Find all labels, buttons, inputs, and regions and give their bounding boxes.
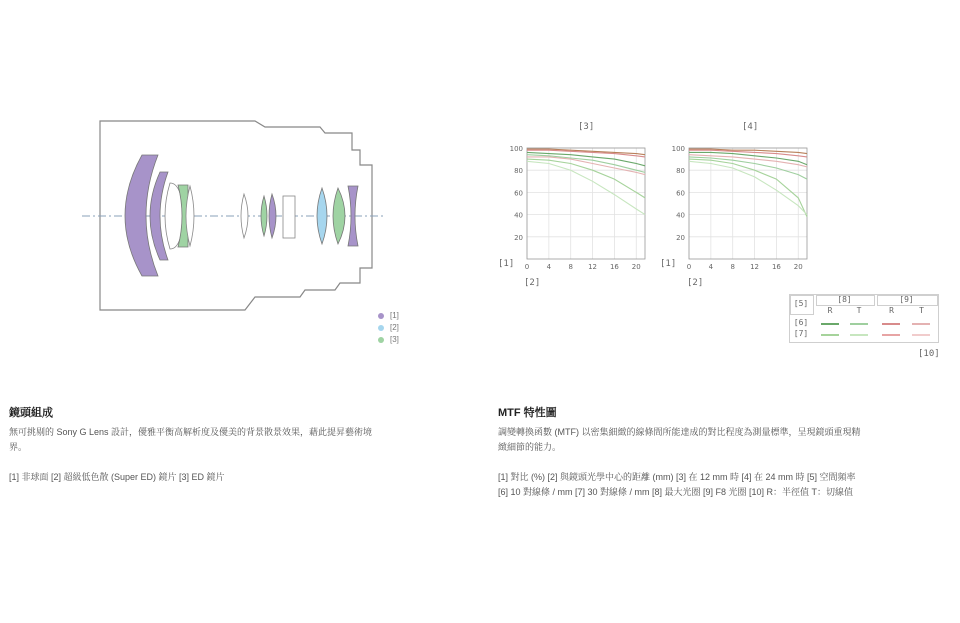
- y-tick-label: 40: [514, 211, 523, 220]
- y-tick-label: 60: [514, 189, 523, 198]
- y-tick-label: 20: [514, 233, 523, 242]
- series-line: [689, 159, 807, 217]
- radial-label: R: [827, 306, 833, 315]
- x-tick-label: 16: [771, 263, 781, 271]
- legend-aspherical: [378, 311, 399, 320]
- lens-section-title: 鏡頭組成: [9, 407, 53, 419]
- chart-1-x-label: [2]: [524, 278, 541, 288]
- y-tick-label: 100: [671, 145, 685, 153]
- legend-super-ed: [378, 323, 399, 332]
- x-tick-label: 4: [546, 263, 552, 271]
- legend-note: [10]: [918, 349, 940, 359]
- x-tick-label: 8: [568, 263, 573, 271]
- x-tick-label: 20: [793, 263, 803, 271]
- x-tick-label: 0: [524, 263, 530, 271]
- y-tick-label: 60: [676, 189, 685, 198]
- legend-line-30-f8-t: [912, 334, 930, 336]
- x-tick-label: 8: [730, 263, 735, 271]
- mtf-legend-line-2: [6] 10 對線條 / mm [7] 30 對線條 / mm [8] 最大光圈 [9] F8 光圈 [10] R：半徑值 T：切線值: [498, 487, 854, 497]
- mtf-description-line-1: 調變轉換函數 (MTF) 以密集細緻的線條間所能達成的對比程度為測量標準，呈現鏡頭重現精: [498, 427, 861, 437]
- legend-label: [3]: [390, 335, 399, 344]
- chart-1-title: [3]: [578, 122, 595, 132]
- legend-ed: [378, 335, 399, 344]
- tangential-label-f8: T: [919, 306, 924, 315]
- legend-label: [2]: [390, 323, 399, 332]
- lens-legend-text: [1] 非球面 [2] 超級低色散 (Super ED) 鏡片 [3] ED 鏡片: [9, 472, 225, 482]
- aspherical-dot-icon: [378, 313, 384, 319]
- mtf-legend-line-1: [1] 對比 (%) [2] 與鏡頭光學中心的距離 (mm) [3] 在 12 mm 時 [4] 在 24 mm 時 [5] 空間頻率: [498, 472, 856, 482]
- f8-aperture-label: [9]: [899, 295, 914, 304]
- mtf-chart-12mm: [500, 138, 655, 273]
- x-tick-label: 12: [588, 263, 598, 271]
- legend-line-30-max-t: [850, 334, 868, 336]
- x-tick-label: 16: [609, 263, 619, 271]
- x-tick-label: 12: [750, 263, 760, 271]
- plot-frame: [689, 148, 807, 259]
- legend-line-10-max-t: [850, 323, 868, 325]
- lens-diagram: [0, 0, 400, 320]
- legend-line-30-f8-r: [882, 334, 900, 336]
- series-line: [689, 155, 807, 167]
- mtf-chart-24mm: [662, 138, 817, 273]
- y-tick-label: 100: [509, 145, 523, 153]
- chart-1-y-label: [1]: [498, 259, 515, 269]
- legend-line-10-f8-r: [882, 323, 900, 325]
- x-tick-label: 0: [686, 263, 692, 271]
- ten-lines-label: [6]: [793, 318, 809, 327]
- chart-2-y-label: [1]: [660, 259, 677, 269]
- spatial-frequency-label: [5]: [793, 299, 809, 308]
- max-aperture-label: [8]: [837, 295, 852, 304]
- super-ed-dot-icon: [378, 325, 384, 331]
- series-line: [689, 161, 807, 214]
- series-line: [527, 161, 645, 214]
- chart-2-title: [4]: [742, 122, 759, 132]
- x-tick-label: 20: [631, 263, 641, 271]
- y-tick-label: 20: [676, 233, 685, 242]
- x-tick-label: 4: [708, 263, 714, 271]
- mtf-section-title: MTF 特性圖: [498, 407, 557, 419]
- radial-label-f8: R: [889, 306, 894, 315]
- y-tick-label: 80: [514, 167, 523, 176]
- legend-line-30-max-r: [821, 334, 839, 336]
- lens-description-line-1: 無可挑剔的 Sony G Lens 設計，優雅平衡高解析度及優美的背景散景效果，藉此提昇藝術境: [9, 427, 373, 437]
- legend-line-10-f8-t: [912, 323, 930, 325]
- ed-dot-icon: [378, 337, 384, 343]
- y-tick-label: 40: [676, 211, 685, 220]
- tangential-label: T: [856, 306, 862, 315]
- lens-description-line-2: 界。: [9, 442, 28, 452]
- mtf-legend-table: [789, 294, 939, 343]
- chart-2-x-label: [2]: [687, 278, 704, 288]
- legend-label: [1]: [390, 311, 399, 320]
- legend-line-10-max-r: [821, 323, 839, 325]
- thirty-lines-label: [7]: [793, 329, 809, 338]
- y-tick-label: 80: [676, 167, 685, 176]
- mtf-description-line-2: 緻細節的能力。: [498, 442, 562, 452]
